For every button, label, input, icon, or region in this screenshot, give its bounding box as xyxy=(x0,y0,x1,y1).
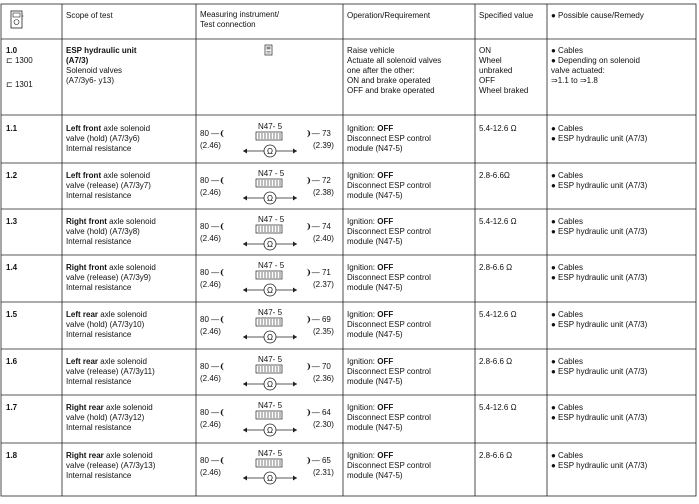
row-op-label: Ignition: xyxy=(347,451,378,460)
row-ref-left: (2.46) xyxy=(200,188,221,197)
row-op-line3: module (N47-5) xyxy=(347,283,403,292)
ohmmeter-icon xyxy=(241,125,299,162)
row-position: Left front xyxy=(66,171,102,180)
row-scope-line3: Internal resistance xyxy=(66,471,132,480)
row-op-label: Ignition: xyxy=(347,171,378,180)
row-ref-left: (2.46) xyxy=(200,280,221,289)
row-scope xyxy=(66,403,153,433)
row-scope-line3: Internal resistance xyxy=(66,144,132,153)
row-pin-right: ❩— 65 xyxy=(305,456,331,465)
row-pin-left-number: 80 xyxy=(200,408,209,417)
header-instrument-line2: Test connection xyxy=(200,20,256,29)
row-cause-line2: ● ESP hydraulic unit (A7/3) xyxy=(551,320,648,329)
multimeter-icon xyxy=(10,10,24,30)
intro-spec-4: OFF xyxy=(479,76,495,85)
row-component: axle solenoid xyxy=(103,451,153,460)
row-number: 1.3 xyxy=(6,217,18,226)
row-cause-line1: ● Cables xyxy=(551,217,583,226)
row-cause xyxy=(551,403,647,423)
ohmmeter-icon xyxy=(241,172,299,209)
row-op-line2: Disconnect ESP control xyxy=(347,367,431,376)
row-module-label: N47- 5 xyxy=(258,122,283,131)
row-component: axle solenoid xyxy=(106,217,156,226)
row-cause-line1: ● Cables xyxy=(551,451,583,460)
row-scope-line1 xyxy=(66,403,153,413)
row-cause-line2: ● ESP hydraulic unit (A7/3) xyxy=(551,181,648,190)
row-pin-left: 80 —❨ xyxy=(200,129,226,138)
row-pin-right: ❩— 71 xyxy=(305,268,331,277)
row-cause xyxy=(551,310,647,330)
row-cause-line1: ● Cables xyxy=(551,357,583,366)
row-specified-value: 2.8-6.6 Ω xyxy=(479,263,513,272)
row-pin-left-number: 80 xyxy=(200,268,209,277)
row-ref-right: (2.40) xyxy=(313,234,334,243)
row-op-value: OFF xyxy=(377,263,394,272)
row-scope-line3: Internal resistance xyxy=(66,237,132,246)
row-op-line1 xyxy=(347,171,431,181)
row-ref-right: (2.38) xyxy=(313,188,334,197)
intro-title1: ESP hydraulic unit xyxy=(66,46,137,55)
row-op-label: Ignition: xyxy=(347,124,378,133)
row-op-line2: Disconnect ESP control xyxy=(347,227,431,236)
ohmmeter-icon xyxy=(241,311,299,348)
row-op-line3: module (N47-5) xyxy=(347,144,403,153)
row-ref-left: (2.46) xyxy=(200,374,221,383)
row-pin-right: ❩— 73 xyxy=(305,129,331,138)
row-pin-right-number: 72 xyxy=(321,176,331,185)
row-module-label: N47- 5 xyxy=(258,401,283,410)
row-op-line3: module (N47-5) xyxy=(347,191,403,200)
row-cause-line1: ● Cables xyxy=(551,263,583,272)
intro-number: 1.0 xyxy=(6,46,18,55)
row-cause-line2: ● ESP hydraulic unit (A7/3) xyxy=(551,273,648,282)
row-position: Left rear xyxy=(66,310,99,319)
row-scope-line2: valve (release) (A7/3y9) xyxy=(66,273,151,282)
row-op-line2: Disconnect ESP control xyxy=(347,134,431,143)
row-scope-line2: valve (hold) (A7/3y12) xyxy=(66,413,145,422)
intro-spec-3: unbraked xyxy=(479,66,513,75)
row-component: axle solenoid xyxy=(101,171,151,180)
row-scope-line2: valve (release) (A7/3y13) xyxy=(66,461,156,470)
row-op-line1 xyxy=(347,451,431,461)
row-scope-line1 xyxy=(66,310,147,320)
row-pin-left-number: 80 xyxy=(200,456,209,465)
intro-code-1-text: 1300 xyxy=(14,56,33,65)
row-module-label: N47 - 5 xyxy=(258,215,285,224)
row-number: 1.8 xyxy=(6,451,18,460)
svg-text:Ω: Ω xyxy=(267,474,273,483)
row-number: 1.6 xyxy=(6,357,18,366)
row-specified-value: 5.4-12.6 Ω xyxy=(479,310,517,319)
intro-number-cell xyxy=(6,46,33,90)
row-pin-right-number: 65 xyxy=(321,456,331,465)
row-scope-line2: valve (hold) (A7/3y6) xyxy=(66,134,140,143)
intro-op-5: OFF and brake operated xyxy=(347,86,435,95)
row-ref-right: (2.39) xyxy=(313,141,334,150)
row-scope-line3: Internal resistance xyxy=(66,330,132,339)
row-op-line3: module (N47-5) xyxy=(347,377,403,386)
row-scope xyxy=(66,451,155,481)
row-cause xyxy=(551,357,647,377)
row-op-line2: Disconnect ESP control xyxy=(347,273,431,282)
row-specified-value: 5.4-12.6 Ω xyxy=(479,124,517,133)
row-scope-line3: Internal resistance xyxy=(66,377,132,386)
ohmmeter-icon xyxy=(241,358,299,395)
row-cause-line1: ● Cables xyxy=(551,124,583,133)
row-op-label: Ignition: xyxy=(347,310,378,319)
row-module-label: N47- 5 xyxy=(258,308,283,317)
row-pin-right: ❩— 69 xyxy=(305,315,331,324)
row-ref-right: (2.35) xyxy=(313,327,334,336)
row-scope-line1 xyxy=(66,451,155,461)
row-cause xyxy=(551,217,647,237)
intro-scope xyxy=(66,46,137,86)
row-op-line1 xyxy=(347,403,431,413)
row-op-label: Ignition: xyxy=(347,263,378,272)
intro-cause-2: ● Depending on solenoid xyxy=(551,56,640,65)
row-pin-right: ❩— 64 xyxy=(305,408,331,417)
intro-specified xyxy=(479,46,528,96)
intro-op-2: Actuate all solenoid valves xyxy=(347,56,442,65)
row-number: 1.5 xyxy=(6,310,18,319)
row-scope-line3: Internal resistance xyxy=(66,423,132,432)
row-scope-line2: valve (hold) (A7/3y8) xyxy=(66,227,140,236)
row-pin-right-number: 70 xyxy=(321,362,331,371)
row-pin-right: ❩— 72 xyxy=(305,176,331,185)
row-scope-line1 xyxy=(66,171,151,181)
row-scope-line1 xyxy=(66,124,150,134)
row-ref-left: (2.46) xyxy=(200,141,221,150)
ohmmeter-icon xyxy=(241,264,299,301)
row-pin-right-number: 64 xyxy=(321,408,331,417)
row-op-line3: module (N47-5) xyxy=(347,471,403,480)
row-scope xyxy=(66,263,156,293)
row-scope-line1 xyxy=(66,217,156,227)
intro-title2: (A7/3) xyxy=(66,56,89,65)
header-specified: Specified value xyxy=(479,11,534,20)
row-pin-right-number: 69 xyxy=(321,315,331,324)
row-op-label: Ignition: xyxy=(347,403,378,412)
row-specified-value: 2.8-6.6 Ω xyxy=(479,451,513,460)
row-operation xyxy=(347,403,431,433)
row-pin-left: 80 —❨ xyxy=(200,362,226,371)
row-scope xyxy=(66,217,156,247)
row-operation xyxy=(347,451,431,481)
row-scope xyxy=(66,171,151,201)
row-op-value: OFF xyxy=(377,310,394,319)
row-position: Right rear xyxy=(66,451,104,460)
row-scope xyxy=(66,124,150,154)
intro-operation xyxy=(347,46,441,96)
row-pin-left: 80 —❨ xyxy=(200,456,226,465)
row-pin-left: 80 —❨ xyxy=(200,222,226,231)
row-specified-value: 2.8-6.6 Ω xyxy=(479,357,513,366)
header-instrument-line1: Measuring instrument/ xyxy=(200,10,280,19)
row-op-value: OFF xyxy=(377,217,394,226)
row-scope-line3: Internal resistance xyxy=(66,283,132,292)
row-pin-left-number: 80 xyxy=(200,362,209,371)
row-module-label: N47- 5 xyxy=(258,355,283,364)
svg-text:Ω: Ω xyxy=(267,286,273,295)
svg-text:Ω: Ω xyxy=(267,147,273,156)
row-op-value: OFF xyxy=(377,171,394,180)
row-pin-right-number: 73 xyxy=(321,129,331,138)
row-scope-line3: Internal resistance xyxy=(66,191,132,200)
row-op-value: OFF xyxy=(377,124,394,133)
intro-cause-4: ⇒1.1 to ⇒1.8 xyxy=(551,76,598,85)
row-module-label: N47 - 5 xyxy=(258,169,285,178)
intro-code-2-text: 1301 xyxy=(14,80,33,89)
row-specified-value: 2.8-6.6Ω xyxy=(479,171,510,180)
row-cause xyxy=(551,124,647,144)
row-component: axle solenoid xyxy=(101,124,151,133)
row-op-line2: Disconnect ESP control xyxy=(347,181,431,190)
diagnostic-device-icon xyxy=(264,44,274,56)
row-op-line2: Disconnect ESP control xyxy=(347,320,431,329)
row-op-value: OFF xyxy=(377,451,394,460)
intro-spec-5: Wheel braked xyxy=(479,86,529,95)
row-pin-left: 80 —❨ xyxy=(200,268,226,277)
row-scope-line1 xyxy=(66,357,155,367)
row-op-line3: module (N47-5) xyxy=(347,330,403,339)
row-operation xyxy=(347,263,431,293)
row-position: Left rear xyxy=(66,357,99,366)
row-op-line1 xyxy=(347,263,431,273)
row-cause xyxy=(551,263,647,283)
row-pin-right: ❩— 70 xyxy=(305,362,331,371)
row-pin-left-number: 80 xyxy=(200,176,209,185)
row-component: axle solenoid xyxy=(98,310,147,319)
row-scope xyxy=(66,310,147,340)
row-ref-right: (2.30) xyxy=(313,420,334,429)
row-operation xyxy=(347,357,431,387)
row-cause xyxy=(551,451,647,471)
row-specified-value: 5.4-12.6 Ω xyxy=(479,403,517,412)
row-pin-left: 80 —❨ xyxy=(200,408,226,417)
row-component: axle solenoid xyxy=(106,263,156,272)
row-ref-left: (2.46) xyxy=(200,420,221,429)
header-scope: Scope of test xyxy=(66,11,113,20)
row-position: Right front xyxy=(66,263,107,272)
row-pin-left-number: 80 xyxy=(200,129,209,138)
svg-text:Ω: Ω xyxy=(267,426,273,435)
row-op-line2: Disconnect ESP control xyxy=(347,461,431,470)
row-pin-left-number: 80 xyxy=(200,315,209,324)
svg-text:Ω: Ω xyxy=(267,194,273,203)
intro-cause xyxy=(551,46,640,86)
intro-code-1: ⊏ 1300 xyxy=(6,56,33,65)
row-cause-line2: ● ESP hydraulic unit (A7/3) xyxy=(551,227,648,236)
row-op-line1 xyxy=(347,357,431,367)
row-cause-line2: ● ESP hydraulic unit (A7/3) xyxy=(551,461,648,470)
row-operation xyxy=(347,217,431,247)
row-cause-line1: ● Cables xyxy=(551,171,583,180)
row-number: 1.2 xyxy=(6,171,18,180)
row-position: Right front xyxy=(66,217,107,226)
intro-cause-3: valve actuated: xyxy=(551,66,605,75)
row-op-label: Ignition: xyxy=(347,357,378,366)
row-number: 1.4 xyxy=(6,263,18,272)
row-cause xyxy=(551,171,647,191)
intro-op-4: ON and brake operated xyxy=(347,76,431,85)
svg-text:Ω: Ω xyxy=(267,380,273,389)
intro-sub2: (A7/3y6- y13) xyxy=(66,76,115,85)
row-operation xyxy=(347,171,431,201)
row-ref-left: (2.46) xyxy=(200,327,221,336)
row-scope-line2: valve (release) (A7/3y7) xyxy=(66,181,151,190)
row-op-line3: module (N47-5) xyxy=(347,423,403,432)
row-module-label: N47 - 5 xyxy=(258,261,285,270)
row-cause-line1: ● Cables xyxy=(551,310,583,319)
intro-code-2: ⊏ 1301 xyxy=(6,80,33,89)
row-cause-line2: ● ESP hydraulic unit (A7/3) xyxy=(551,134,648,143)
row-operation xyxy=(347,124,431,154)
row-op-label: Ignition: xyxy=(347,217,378,226)
ohmmeter-icon xyxy=(241,218,299,255)
row-pin-right: ❩— 74 xyxy=(305,222,331,231)
row-position: Left front xyxy=(66,124,102,133)
row-op-line2: Disconnect ESP control xyxy=(347,413,431,422)
row-op-value: OFF xyxy=(377,403,394,412)
row-ref-left: (2.46) xyxy=(200,234,221,243)
row-operation xyxy=(347,310,431,340)
row-cause-line1: ● Cables xyxy=(551,403,583,412)
intro-spec-2: Wheel xyxy=(479,56,502,65)
row-component: axle solenoid xyxy=(103,403,153,412)
row-position: Right rear xyxy=(66,403,104,412)
row-scope xyxy=(66,357,155,387)
row-cause-line2: ● ESP hydraulic unit (A7/3) xyxy=(551,413,648,422)
row-op-line3: module (N47-5) xyxy=(347,237,403,246)
row-pin-right-number: 74 xyxy=(321,222,331,231)
row-module-label: N47- 5 xyxy=(258,449,283,458)
row-op-value: OFF xyxy=(377,357,394,366)
intro-spec-1: ON xyxy=(479,46,491,55)
row-number: 1.7 xyxy=(6,403,18,412)
intro-op-3: one after the other: xyxy=(347,66,415,75)
row-op-line1 xyxy=(347,124,431,134)
row-pin-left: 80 —❨ xyxy=(200,176,226,185)
row-component: axle solenoid xyxy=(98,357,147,366)
row-scope-line2: valve (hold) (A7/3y10) xyxy=(66,320,145,329)
row-specified-value: 5.4-12.6 Ω xyxy=(479,217,517,226)
ohmmeter-icon xyxy=(241,404,299,441)
header-operation: Operation/Requirement xyxy=(347,11,431,20)
row-op-line1 xyxy=(347,310,431,320)
intro-cause-1: ● Cables xyxy=(551,46,583,55)
row-scope-line1 xyxy=(66,263,156,273)
row-op-line1 xyxy=(347,217,431,227)
header-instrument xyxy=(200,10,279,30)
row-scope-line2: valve (release) (A7/3y11) xyxy=(66,367,155,376)
header-cause: ● Possible cause/Remedy xyxy=(551,11,644,20)
svg-text:Ω: Ω xyxy=(267,240,273,249)
row-ref-left: (2.46) xyxy=(200,468,221,477)
row-pin-right-number: 71 xyxy=(321,268,331,277)
row-pin-left: 80 —❨ xyxy=(200,315,226,324)
intro-sub1: Solenoid valves xyxy=(66,66,123,75)
row-cause-line2: ● ESP hydraulic unit (A7/3) xyxy=(551,367,648,376)
row-number: 1.1 xyxy=(6,124,18,133)
row-ref-right: (2.31) xyxy=(313,468,334,477)
intro-spacer xyxy=(6,66,33,80)
svg-text:Ω: Ω xyxy=(267,333,273,342)
row-pin-left-number: 80 xyxy=(200,222,209,231)
ohmmeter-icon xyxy=(241,452,299,489)
intro-op-1: Raise vehicle xyxy=(347,46,395,55)
row-ref-right: (2.36) xyxy=(313,374,334,383)
row-ref-right: (2.37) xyxy=(313,280,334,289)
